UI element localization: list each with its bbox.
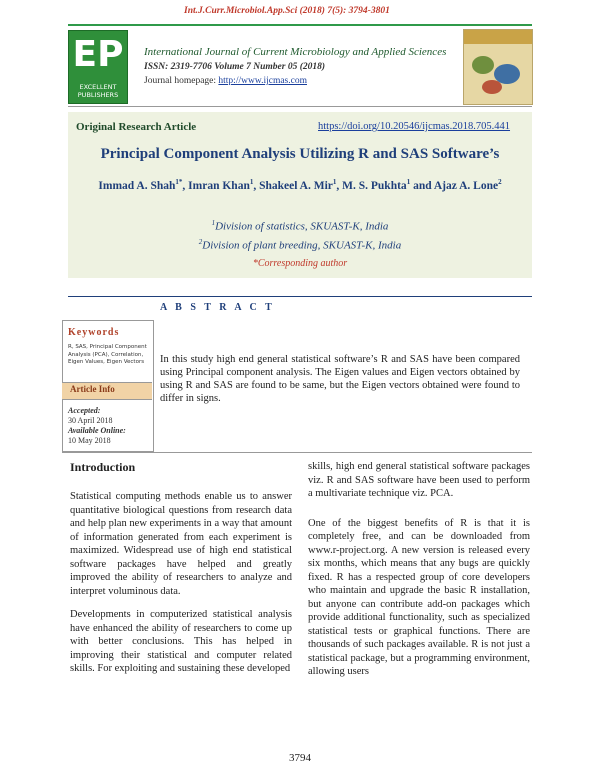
paragraph: One of the biggest benefits of R is that it is completely free, and can be downloaded from www.r-project.org. A new version is released every six months, which means that any bugs are quickly fixed. R has a respected group of core developers who maintain and upgrade the basic R installation, but anyone can contribute add-on packages which provide additional functionality, such as specialized statistical tests or graphical functions. There are thousands of such packages available. R is not just a statistical package, but a programming environment, allowing users	[308, 517, 530, 677]
logo-publisher-name: EXCELLENT PUBLISHERS	[77, 83, 119, 99]
author: Shakeel A. Mir$^1$	[259, 178, 337, 192]
journal-homepage	[144, 76, 307, 86]
accepted-date: 30 April 2018	[68, 416, 113, 425]
body-column-left	[70, 460, 292, 686]
logo-letters: EP	[72, 34, 124, 75]
article-info-heading: Article Info	[70, 384, 115, 394]
article-type: Original Research Article	[76, 121, 197, 133]
abstract-rule	[68, 296, 532, 297]
homepage-label: Journal homepage:	[144, 76, 219, 86]
journal-title: International Journal of Current Microbiology and Applied Sciences	[144, 46, 447, 58]
paragraph: Statistical computing methods enable us to answer quantitative biological questions from research data and help plan new experiments in a way that amount of information generated from each experiment is maximized. Widespread use of high end statistical software packages have helped and greatly improved the ability of researchers to analyze and interpret voluminous data.	[70, 491, 292, 597]
header-rule	[68, 24, 532, 26]
article-dates	[68, 406, 150, 446]
paper-title: Principal Component Analysis Utilizing R and SAS Software’s	[100, 146, 500, 162]
abstract-bottom-rule	[62, 452, 532, 453]
abstract-heading: A B S T R A C T	[160, 302, 275, 313]
issn-line: ISSN: 2319-7706 Volume 7 Number 05 (2018)	[144, 62, 326, 72]
affiliation: $^1$Division of statistics, SKUAST-K, India	[211, 219, 389, 233]
available-date: 10 May 2018	[68, 436, 111, 445]
keywords-heading: Keywords	[68, 327, 120, 338]
available-label: Available Online:	[68, 426, 126, 435]
header-divider	[68, 106, 532, 107]
affiliation: $^2$Division of plant breeding, SKUAST-K, India	[198, 237, 402, 252]
corresponding-author-note: *Corresponding author	[252, 258, 348, 269]
keywords-list: R, SAS, Principal Component Analysis (PCA), Correlation, Eigen Values, Eigen Vectors	[68, 344, 147, 365]
author: Immad A. Shah$^{1*}$	[98, 178, 183, 192]
page-number: 3794	[289, 752, 311, 764]
introduction-heading: Introduction	[70, 460, 136, 474]
abstract-text: In this study high end general statistical software’s R and SAS have been compared using Principal component analysis. The Eigen values and Eigen vectors obtained by using R and SAS are found to be same, but the Eigen vectors obtained were found to differ in signs.	[160, 354, 520, 404]
affiliations	[68, 216, 532, 253]
accepted-label: Accepted:	[68, 406, 101, 415]
journal-citation: Int.J.Curr.Microbiol.App.Sci (2018) 7(5): 3794-3801	[184, 6, 390, 16]
doi-link[interactable]: https://doi.org/10.20546/ijcmas.2018.705.441	[318, 121, 511, 132]
author-list: Immad A. Shah$^{1*}$, Imran Khan$^1$, Shakeel A. Mir$^1$, M. S. Pukhta$^1$ and Ajaz A. Lone$^2$	[98, 178, 502, 192]
paragraph: Developments in computerized statistical analysis have enhanced the ability of researchers to come up with better conclusions. This has helped in improving their statistical and computer related skills. For exploiting and sustaining these developed	[70, 609, 292, 674]
author: Imran Khan$^1$	[188, 178, 254, 192]
journal-cover-image	[463, 29, 533, 105]
author: M. S. Pukhta$^1$	[342, 178, 411, 192]
author: Ajaz A. Lone$^2$	[433, 178, 502, 192]
homepage-link[interactable]: http://www.ijcmas.com	[218, 76, 307, 86]
paragraph: skills, high end general statistical software packages viz. R and SAS software have been used to perform a multivariate technique viz. PCA.	[308, 461, 530, 499]
body-column-right	[308, 460, 530, 689]
publisher-logo	[68, 30, 128, 104]
